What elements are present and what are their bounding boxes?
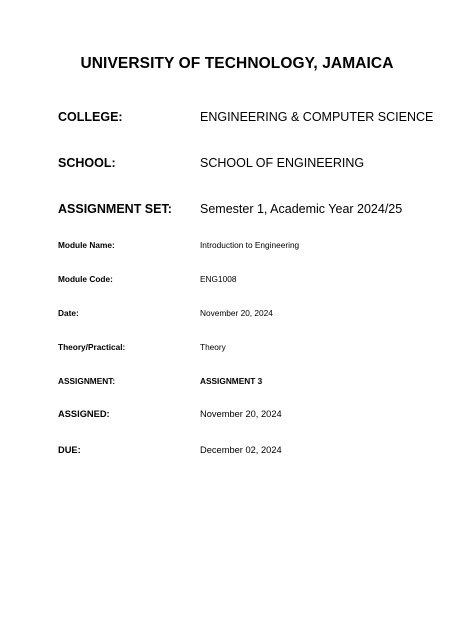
assignment-label: ASSIGNMENT: — [58, 376, 116, 386]
module-code-value: ENG1008 — [200, 274, 237, 284]
assignment-row — [0, 376, 474, 396]
due-row — [0, 445, 474, 465]
college-label: COLLEGE: — [58, 110, 123, 124]
date-value: November 20, 2024 — [200, 308, 273, 318]
theory-practical-value: Theory — [200, 342, 226, 352]
assigned-row — [0, 409, 474, 429]
date-label: Date: — [58, 308, 79, 318]
school-value: SCHOOL OF ENGINEERING — [200, 156, 365, 170]
assignment-set-label: ASSIGNMENT SET: — [58, 202, 172, 216]
school-row — [0, 156, 474, 176]
module-name-value: Introduction to Engineering — [200, 240, 300, 250]
college-row — [0, 110, 474, 130]
due-value: December 02, 2024 — [200, 445, 282, 455]
module-code-label: Module Code: — [58, 274, 113, 284]
assignment-value: ASSIGNMENT 3 — [200, 376, 263, 386]
assignment-set-row — [0, 202, 474, 222]
module-code-row — [0, 274, 474, 294]
theory-practical-row — [0, 342, 474, 362]
assignment-set-value: Semester 1, Academic Year 2024/25 — [200, 202, 403, 216]
assigned-value: November 20, 2024 — [200, 409, 282, 419]
module-name-row — [0, 240, 474, 260]
school-label: SCHOOL: — [58, 156, 116, 170]
due-label: DUE: — [58, 445, 81, 455]
college-value: ENGINEERING & COMPUTER SCIENCE — [200, 110, 434, 124]
date-row — [0, 308, 474, 328]
theory-practical-label: Theory/Practical: — [58, 342, 126, 352]
document-title: UNIVERSITY OF TECHNOLOGY, JAMAICA — [80, 55, 394, 72]
assigned-label: ASSIGNED: — [58, 409, 110, 419]
module-name-label: Module Name: — [58, 240, 115, 250]
